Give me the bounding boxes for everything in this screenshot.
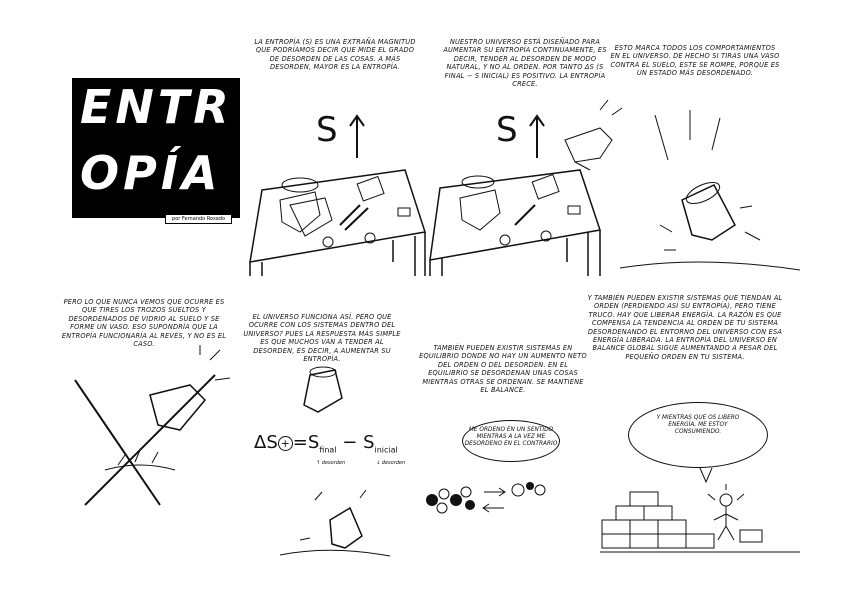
entropy-symbol-2: S xyxy=(496,110,518,150)
panel-1-caption: LA ENTROPÍA (S) ES UNA EXTRAÑA MAGNITUD QUE PODRÍAMOS DECIR QUE MIDE EL GRADO DE DESORDEN DE LAS COSAS. A MÁS DESORDEN, MAYOR ES LA ENTROPÍA. xyxy=(254,38,416,72)
panel-5-caption: EL UNIVERSO FUNCIONA ASÍ. PERO QUE OCURRE CON LOS SISTEMAS DENTRO DEL UNIVERSO? PUES LA RESPUESTA MÁS SIMPLE ES QUE MUCHOS VAN A TENDER AL DESORDEN, ES DECIR, A AUMENTAR SU ENTROPÍA. xyxy=(243,313,401,364)
title-line-2: OPÍA xyxy=(80,146,222,200)
formula-minus: − xyxy=(342,432,358,453)
formula-s-final: S xyxy=(307,432,320,453)
formula-inicial-label: inicial xyxy=(374,445,398,455)
byline: por Fernando Rosado xyxy=(165,214,232,224)
formula-s-inicial: S xyxy=(363,432,375,453)
formula-note-inicial: ↓ desorden xyxy=(376,460,406,466)
formula-delta-s: ΔS xyxy=(254,432,278,453)
formula-note-final: ↑ desorden xyxy=(316,460,346,466)
panel-4-caption: PERO LO QUE NUNCA VEMOS QUE OCURRE ES QUE TIRES LOS TROZOS SUELTOS Y DESORDENADOS DE VIDRIO AL SUELO Y SE FORME UN VASO. ESO SUPONDRÍA QUE LA ENTROPÍA FUNCIONARÍA AL REVÉS, Y NO ES EL CASO. xyxy=(61,298,227,349)
formula-sign: + xyxy=(278,436,293,451)
entropy-symbol-1: S xyxy=(316,110,338,150)
title-line-1: ENTR xyxy=(80,80,233,134)
formula-final-label: final xyxy=(319,445,337,455)
panel-7-speech-bubble: Y MIENTRAS QUE OS LIBERO ENERGÍA, ME ESTOY CONSUMIENDO. xyxy=(628,402,768,468)
panel-6-speech-bubble: ME ORDENO EN UN SENTIDO MIENTRAS A LA VEZ ME DESORDENO EN EL CONTRARIO xyxy=(462,420,560,462)
formula-equals: = xyxy=(292,432,308,453)
panel-7-caption: Y TAMBIÉN PUEDEN EXISTIR SISTEMAS QUE TIENDAN AL ORDEN (PERDIENDO ASÍ SU ENTROPÍA), PERO TIENE TRUCO. HAY QUE LIBERAR ENERGÍA. LA RAZÓN ES QUE COMPENSA LA TENDENCIA AL ORDEN DE TU SISTEMA DESORDENANDO EL ENTORNO DEL UNIVERSO CON ESA ENERGÍA LIBERADA. LA ENTROPÍA DEL UNIVERSO EN BALANCE GLOBAL SIGUE AUMENTANDO A PESAR DEL PEQUEÑO ORDEN EN TU SISTEMA. xyxy=(587,294,783,361)
panel-2-caption: NUESTRO UNIVERSO ESTÁ DISEÑADO PARA AUMENTAR SU ENTROPÍA CONTINUAMENTE, ES DECIR, TENDER AL DESORDEN DE MODO NATURAL, Y NO AL ORDEN. POR TANTO ΔS (S FINAL − S INICIAL) ES POSITIVO. LA ENTROPÍA CRECE. xyxy=(443,38,607,89)
panel-6-caption: TAMBIÉN PUEDEN EXISTIR SISTEMAS EN EQUILIBRIO DONDE NO HAY UN AUMENTO NETO DEL ORDEN O DEL DESORDEN. EN EL EQUILIBRIO SE DESORDENAN UNAS COSAS MIENTRAS OTRAS SE ORDENAN. SE MANTIENE EL BALANCE. xyxy=(419,344,587,395)
panel-3-caption: ESTO MARCA TODOS LOS COMPORTAMIENTOS EN EL UNIVERSO. DE HECHO SI TIRAS UNA VASO CONTRA EL SUELO, ESTE SE ROMPE, PORQUE ES UN ESTADO MÁS DESORDENADO. xyxy=(610,44,780,78)
